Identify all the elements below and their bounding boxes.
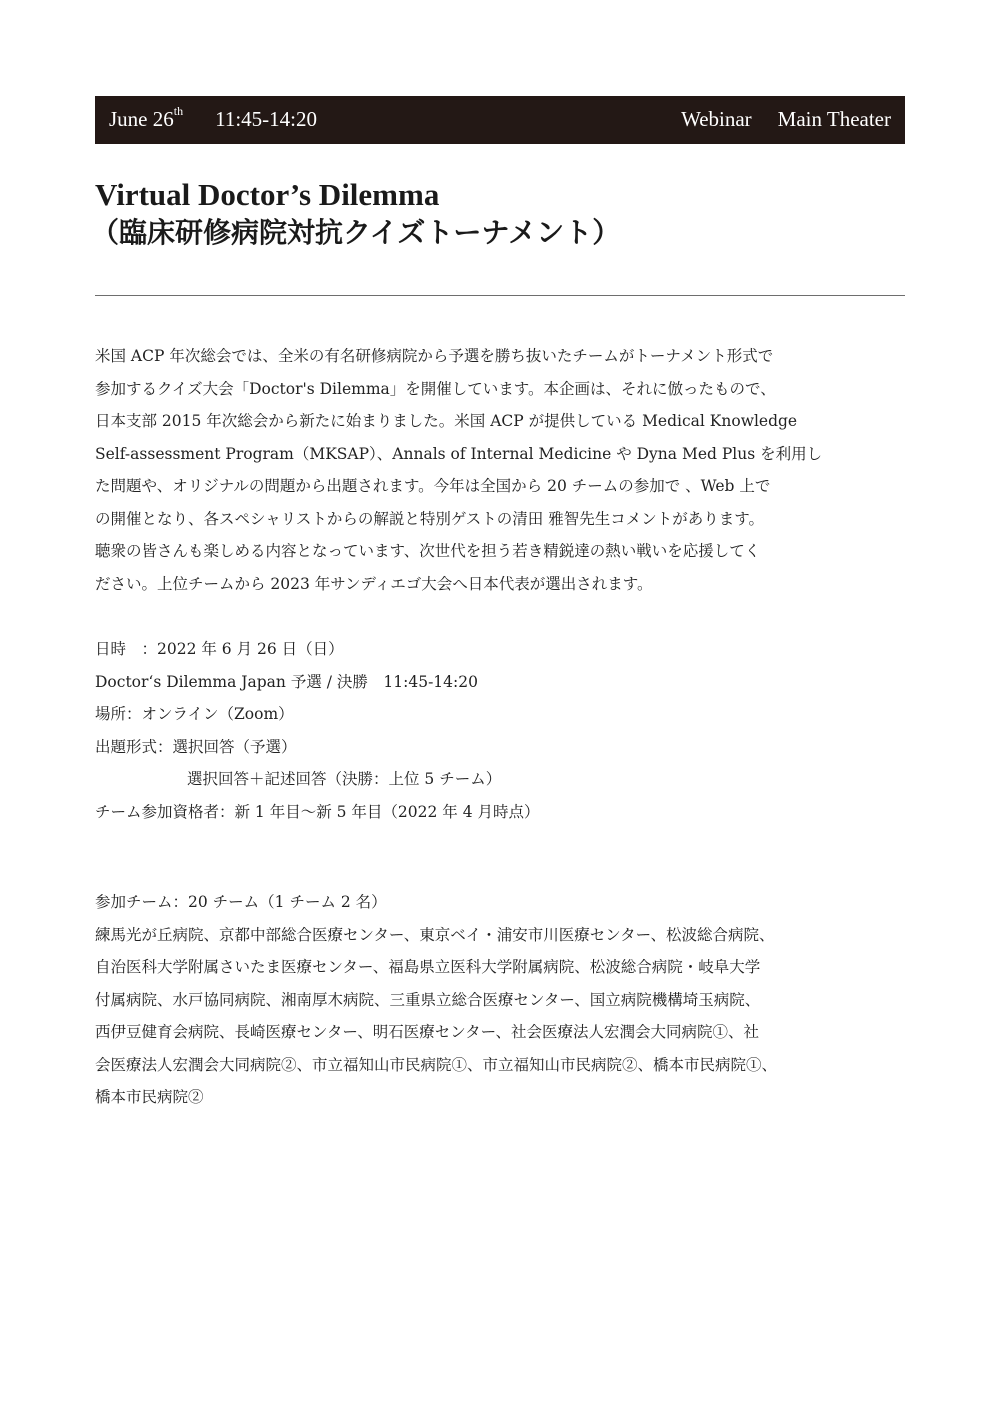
banner-venue: Main Theater	[777, 107, 891, 131]
event-details	[95, 633, 905, 828]
detail-session: Doctor‘s Dilemma Japan 予選 / 決勝 11:45-14:20	[95, 672, 478, 691]
description-line: 参加するクイズ大会「Doctor's Dilemma」を開催しています。本企画は、それに倣ったもので、	[95, 379, 776, 398]
teams-heading: 参加チーム：20 チーム（1 チーム 2 名）	[95, 893, 387, 911]
teams-line: 自治医科大学附属さいたま医療センター、福島県立医科大学附属病院、松波総合病院・岐阜大学	[95, 958, 761, 976]
event-banner	[95, 96, 905, 144]
description-paragraph	[95, 340, 905, 600]
title-english: Virtual Doctor’s Dilemma	[95, 177, 440, 212]
title-japanese: （臨床研修病院対抗クイズトーナメント）	[91, 216, 621, 249]
page-title	[91, 176, 905, 252]
description-line: 聴衆の皆さんも楽しめる内容となっています、次世代を担う若き精鋭達の熱い戦いを応援してく	[95, 542, 761, 560]
teams-line: 会医療法人宏潤会大同病院②、市立福知山市民病院①、市立福知山市民病院②、橋本市民病院①、	[95, 1055, 778, 1074]
teams-line: 橋本市民病院②	[95, 1088, 204, 1106]
description-line: の開催となり、各スペシャリストからの解説と特別ゲストの清田 雅智先生コメントがあります。	[95, 509, 764, 528]
description-line: 米国 ACP 年次総会では、全米の有名研修病院から予選を勝ち抜いたチームがトーナメント形式で	[95, 347, 774, 365]
detail-datetime: 日時 ：2022 年 6 月 26 日（日）	[95, 640, 344, 658]
divider	[95, 295, 905, 296]
teams-line: 西伊豆健育会病院、長崎医療センター、明石医療センター、社会医療法人宏潤会大同病院①、社	[95, 1023, 760, 1041]
banner-format: Webinar	[681, 107, 752, 131]
banner-location	[681, 107, 891, 132]
description-line: た問題や、オリジナルの問題から出題されます。今年は全国から 20 チームの参加で 、Web 上で	[95, 477, 771, 495]
participating-teams	[95, 886, 905, 1114]
teams-line: 付属病院、水戸協同病院、湘南厚木病院、三重県立総合医療センター、国立病院機構埼玉病院、	[95, 990, 761, 1009]
banner-datetime	[109, 104, 317, 132]
banner-time: 11:45-14:20	[215, 107, 317, 131]
banner-date: June 26th	[109, 104, 184, 131]
detail-location: 場所：オンライン（Zoom）	[95, 705, 294, 723]
description-line: 日本支部 2015 年次総会から新たに始まりました。米国 ACP が提供している Medical Knowledge	[95, 412, 798, 430]
teams-line: 練馬光が丘病院、京都中部総合医療センター、東京ベイ・浦安市川医療センター、松波総合病院、	[95, 925, 775, 944]
detail-format-final: 選択回答＋記述回答（決勝：上位 5 チーム）	[187, 770, 502, 788]
description-line: Self-assessment Program（MKSAP）、Annals of Internal Medicine や Dyna Med Plus を利用し	[95, 444, 823, 463]
detail-eligibility: チーム参加資格者：新 1 年目〜新 5 年目（2022 年 4 月時点）	[95, 802, 540, 821]
detail-format: 出題形式：選択回答（予選）	[95, 737, 297, 756]
description-line: ださい。上位チームから 2023 年サンディエゴ大会へ日本代表が選出されます。	[95, 574, 653, 593]
